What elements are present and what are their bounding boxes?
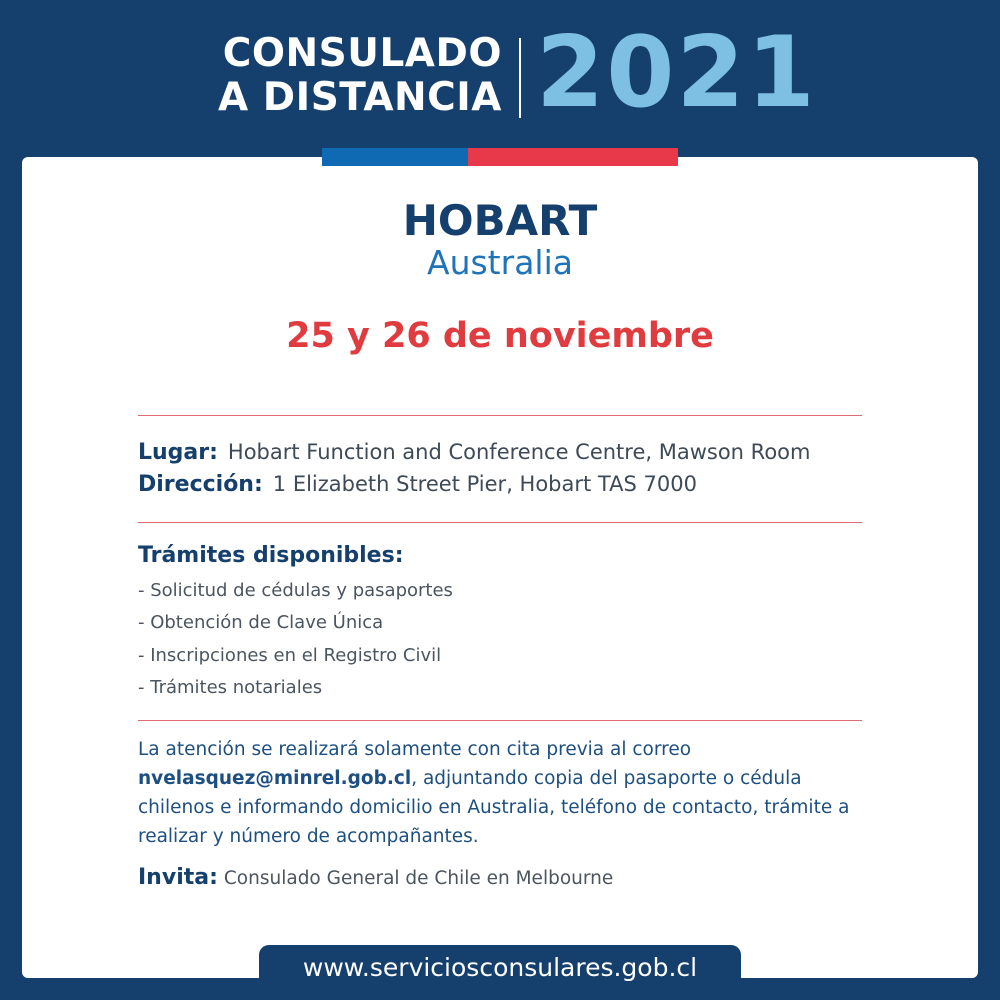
divider-line (138, 522, 862, 523)
header-banner (0, 0, 1000, 150)
country-subtitle: Australia (427, 243, 573, 282)
note-intro: La atención se realizará solamente con cita previa al correo (138, 739, 692, 760)
divider-line (138, 720, 862, 721)
city-title: HOBART (402, 196, 598, 245)
address-value: 1 Elizabeth Street Pier, Hobart TAS 7000 (272, 472, 697, 496)
header-year: 2021 (536, 16, 817, 130)
venue-value: Hobart Function and Conference Centre, Mawson Room (227, 440, 811, 464)
service-item: - Obtención de Clave Única (138, 612, 384, 634)
appointment-note (138, 735, 878, 851)
service-item: - Inscripciones en el Registro Civil (138, 644, 442, 666)
contact-email-link[interactable]: nvelasquez@minrel.gob.cl (138, 768, 412, 789)
service-item: - Solicitud de cédulas y pasaportes (138, 580, 453, 601)
venue-label: Lugar: (138, 440, 218, 465)
invita-label: Invita: (138, 865, 218, 890)
website-link[interactable]: www.serviciosconsulares.gob.cl (259, 945, 741, 991)
venue-line (138, 437, 878, 468)
flag-stripe-red (468, 148, 678, 166)
address-line (138, 469, 878, 500)
flag-stripe-blue (322, 148, 468, 166)
service-item: - Trámites notariales (138, 676, 323, 698)
services-title: Trámites disponibles: (138, 543, 404, 568)
address-label: Dirección: (138, 472, 263, 497)
invita-line (138, 862, 613, 895)
services-list (138, 575, 453, 704)
event-dates: 25 y 26 de noviembre (286, 316, 714, 356)
header-title-line2: A DISTANCIA (218, 75, 502, 120)
chile-flag-stripe (322, 148, 678, 166)
divider-line (138, 415, 862, 416)
header-title (206, 32, 502, 120)
header-divider (519, 38, 521, 118)
header-title-line1: CONSULADO (222, 31, 502, 76)
invita-value: Consulado General de Chile en Melbourne (223, 868, 614, 889)
note-rest: , adjuntando copia del pasaporte o cédula chilenos e informando domicilio en Australia, teléfono de contacto, trámite a realizar y número de acompañantes. (138, 768, 850, 847)
